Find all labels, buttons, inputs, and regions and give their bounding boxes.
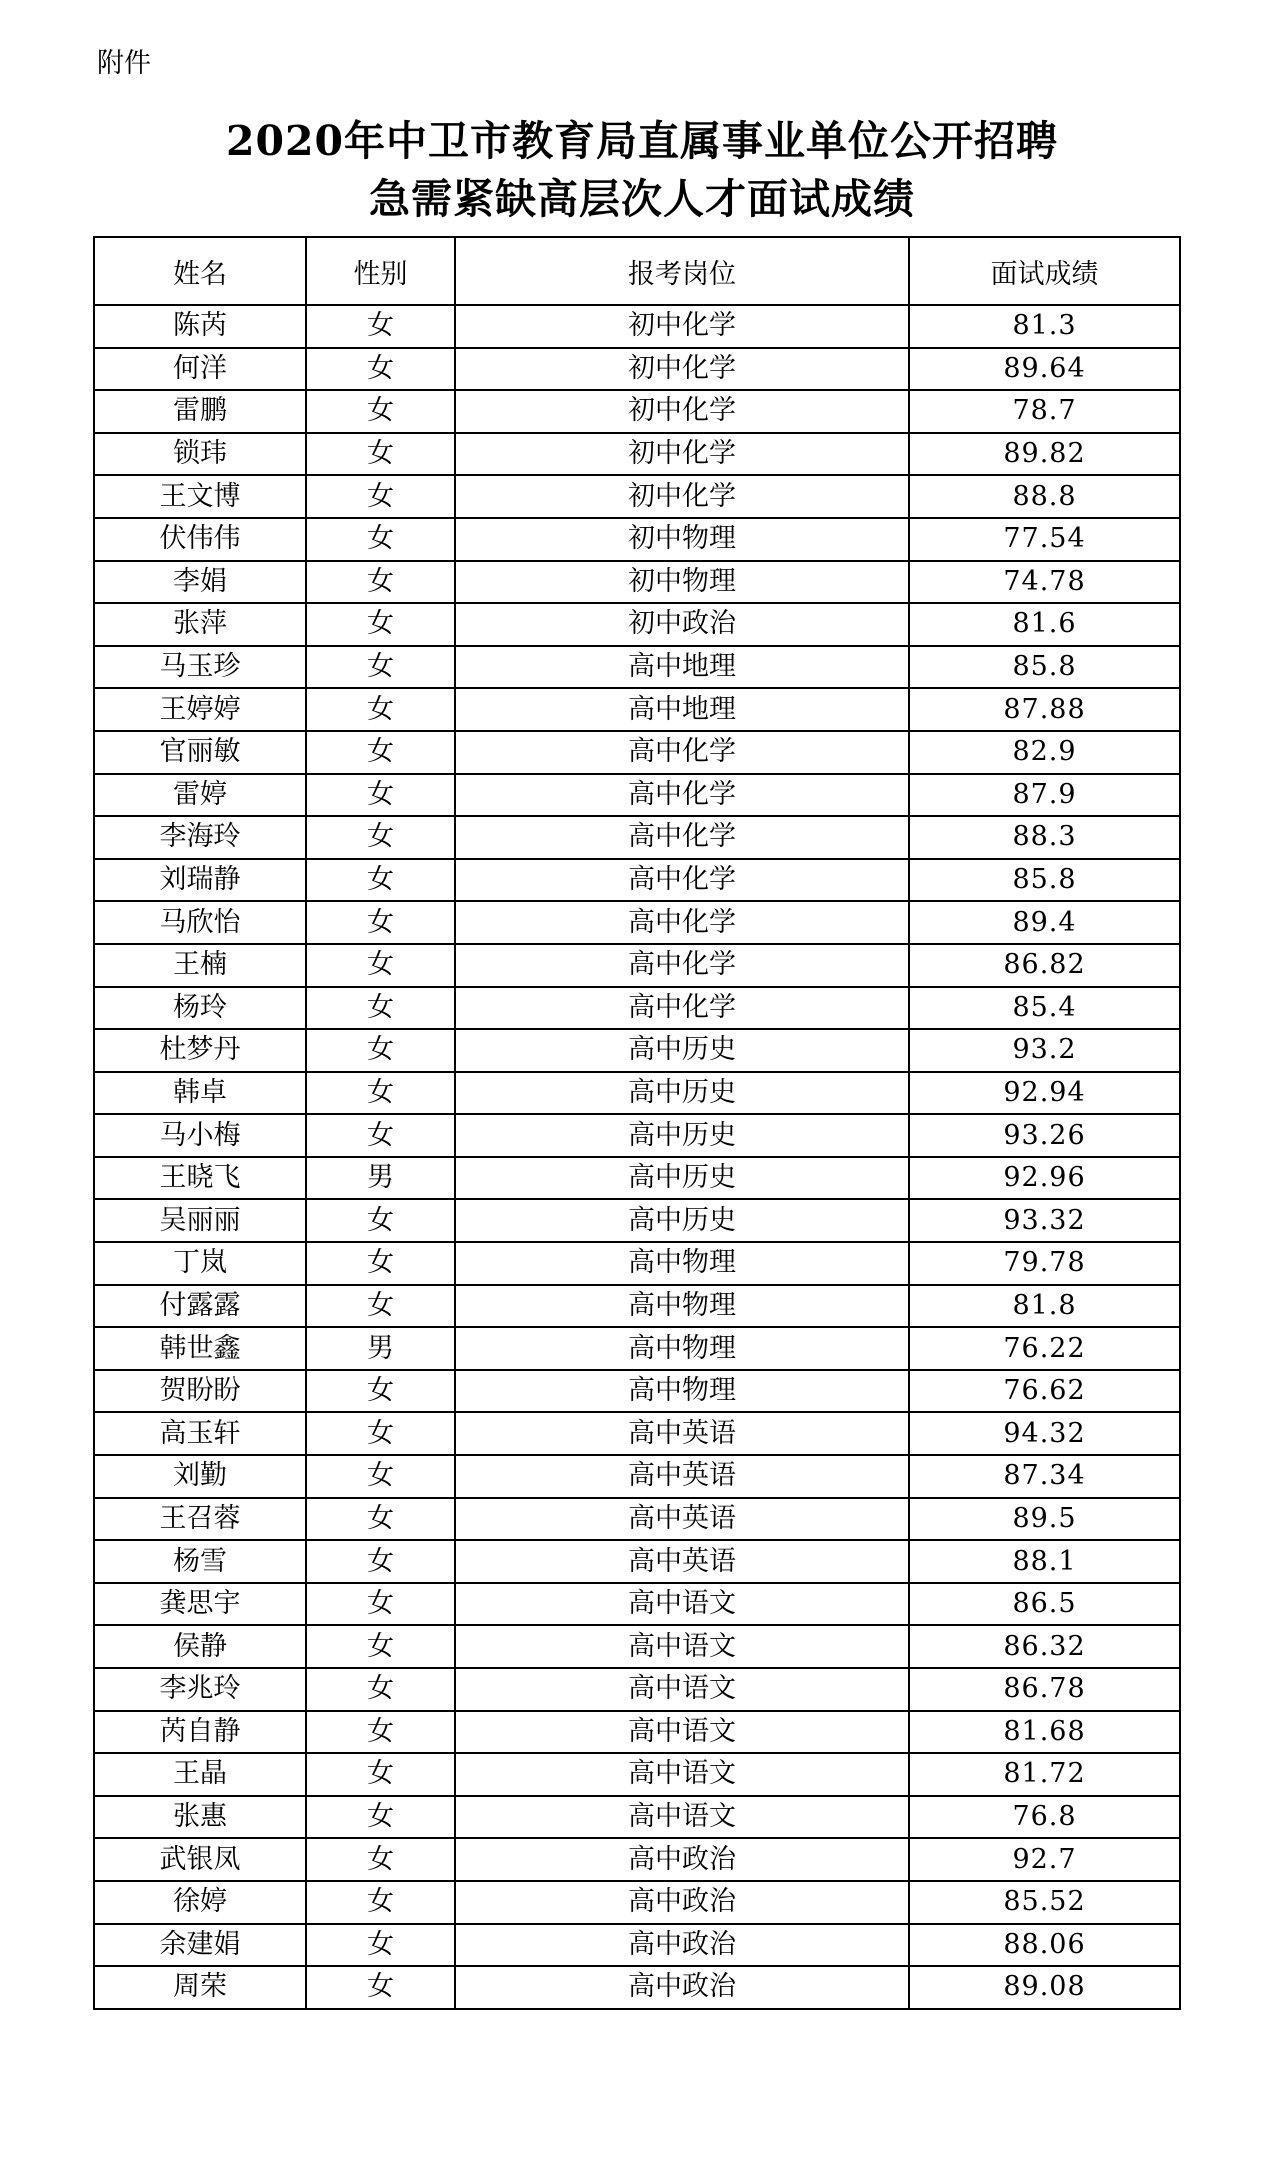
table-row — [94, 305, 1180, 348]
cell-score: 76.22 — [909, 1327, 1180, 1370]
cell-name: 丁岚 — [94, 1242, 306, 1285]
cell-gender: 女 — [306, 1285, 455, 1328]
cell-position: 高中语文 — [455, 1796, 909, 1839]
cell-score: 88.1 — [909, 1540, 1180, 1583]
cell-name: 武银凤 — [94, 1838, 306, 1881]
cell-score: 76.8 — [909, 1796, 1180, 1839]
cell-gender: 女 — [306, 561, 455, 604]
cell-name: 贺盼盼 — [94, 1370, 306, 1413]
cell-position: 初中化学 — [455, 390, 909, 433]
cell-score: 78.7 — [909, 390, 1180, 433]
cell-position: 高中语文 — [455, 1583, 909, 1626]
cell-name: 王文博 — [94, 475, 306, 518]
document-title-line-1: 2020年中卫市教育局直属事业单位公开招聘 — [225, 117, 1059, 165]
cell-gender: 女 — [306, 518, 455, 561]
cell-name: 何洋 — [94, 348, 306, 391]
cell-position: 高中语文 — [455, 1711, 909, 1754]
cell-gender: 女 — [306, 774, 455, 817]
cell-score: 89.5 — [909, 1498, 1180, 1541]
cell-position: 高中政治 — [455, 1924, 909, 1967]
cell-name: 徐婷 — [94, 1881, 306, 1924]
table-row — [94, 646, 1180, 689]
cell-position: 高中政治 — [455, 1966, 909, 2009]
cell-score: 87.9 — [909, 774, 1180, 817]
cell-gender: 女 — [306, 1242, 455, 1285]
cell-name: 王召蓉 — [94, 1498, 306, 1541]
cell-score: 81.72 — [909, 1753, 1180, 1796]
cell-gender: 女 — [306, 603, 455, 646]
cell-gender: 女 — [306, 1199, 455, 1242]
cell-name: 官丽敏 — [94, 731, 306, 774]
header-name: 姓名 — [94, 237, 306, 305]
table-row — [94, 603, 1180, 646]
table-row — [94, 348, 1180, 391]
cell-position: 高中英语 — [455, 1455, 909, 1498]
cell-gender: 女 — [306, 348, 455, 391]
table-row — [94, 1157, 1180, 1200]
cell-position: 高中物理 — [455, 1242, 909, 1285]
table-row — [94, 475, 1180, 518]
cell-name: 马小梅 — [94, 1114, 306, 1157]
cell-name: 李娟 — [94, 561, 306, 604]
cell-score: 88.8 — [909, 475, 1180, 518]
cell-gender: 女 — [306, 1412, 455, 1455]
cell-name: 韩世鑫 — [94, 1327, 306, 1370]
cell-name: 李兆玲 — [94, 1668, 306, 1711]
cell-name: 陈芮 — [94, 305, 306, 348]
cell-position: 初中物理 — [455, 561, 909, 604]
cell-position: 初中化学 — [455, 305, 909, 348]
table-row — [94, 433, 1180, 476]
cell-score: 88.06 — [909, 1924, 1180, 1967]
cell-name: 锁玮 — [94, 433, 306, 476]
cell-name: 王婷婷 — [94, 688, 306, 731]
cell-gender: 女 — [306, 1114, 455, 1157]
table-row — [94, 1753, 1180, 1796]
table-row — [94, 774, 1180, 817]
table-row — [94, 1668, 1180, 1711]
table-row — [94, 816, 1180, 859]
cell-position: 初中物理 — [455, 518, 909, 561]
cell-gender: 女 — [306, 1625, 455, 1668]
cell-score: 92.96 — [909, 1157, 1180, 1200]
table-row — [94, 1583, 1180, 1626]
document-title-line-2: 急需紧缺高层次人才面试成绩 — [369, 175, 915, 223]
cell-score: 77.54 — [909, 518, 1180, 561]
cell-gender: 女 — [306, 1583, 455, 1626]
cell-position: 高中历史 — [455, 1199, 909, 1242]
cell-name: 李海玲 — [94, 816, 306, 859]
table-row — [94, 1540, 1180, 1583]
cell-score: 94.32 — [909, 1412, 1180, 1455]
cell-gender: 女 — [306, 1455, 455, 1498]
cell-name: 张萍 — [94, 603, 306, 646]
table-row — [94, 1924, 1180, 1967]
cell-name: 龚思宇 — [94, 1583, 306, 1626]
header-gender: 性别 — [306, 237, 455, 305]
interview-score-table — [93, 236, 1181, 2010]
cell-gender: 女 — [306, 1711, 455, 1754]
cell-score: 89.64 — [909, 348, 1180, 391]
cell-score: 86.32 — [909, 1625, 1180, 1668]
cell-gender: 女 — [306, 987, 455, 1030]
cell-gender: 女 — [306, 816, 455, 859]
cell-score: 79.78 — [909, 1242, 1180, 1285]
cell-position: 高中化学 — [455, 944, 909, 987]
cell-name: 高玉轩 — [94, 1412, 306, 1455]
cell-name: 马玉珍 — [94, 646, 306, 689]
table-row — [94, 1412, 1180, 1455]
cell-gender: 女 — [306, 1072, 455, 1115]
cell-gender: 女 — [306, 433, 455, 476]
cell-gender: 女 — [306, 901, 455, 944]
cell-gender: 女 — [306, 688, 455, 731]
table-row — [94, 1796, 1180, 1839]
table-row — [94, 987, 1180, 1030]
cell-position: 高中物理 — [455, 1327, 909, 1370]
cell-score: 88.3 — [909, 816, 1180, 859]
cell-gender: 女 — [306, 1966, 455, 2009]
table-row — [94, 1838, 1180, 1881]
cell-score: 86.5 — [909, 1583, 1180, 1626]
table-body — [94, 305, 1180, 2009]
table-row — [94, 1114, 1180, 1157]
cell-position: 初中化学 — [455, 475, 909, 518]
cell-position: 高中化学 — [455, 816, 909, 859]
cell-score: 93.26 — [909, 1114, 1180, 1157]
cell-gender: 男 — [306, 1327, 455, 1370]
table-row — [94, 1327, 1180, 1370]
cell-score: 89.08 — [909, 1966, 1180, 2009]
cell-position: 高中化学 — [455, 731, 909, 774]
cell-score: 85.4 — [909, 987, 1180, 1030]
cell-name: 伏伟伟 — [94, 518, 306, 561]
cell-gender: 女 — [306, 1370, 455, 1413]
cell-name: 王晶 — [94, 1753, 306, 1796]
cell-name: 雷婷 — [94, 774, 306, 817]
cell-score: 89.82 — [909, 433, 1180, 476]
table-row — [94, 1625, 1180, 1668]
table-header-row — [94, 237, 1180, 305]
cell-gender: 男 — [306, 1157, 455, 1200]
cell-position: 高中化学 — [455, 901, 909, 944]
cell-score: 93.2 — [909, 1029, 1180, 1072]
cell-position: 高中物理 — [455, 1370, 909, 1413]
table-row — [94, 518, 1180, 561]
cell-score: 81.6 — [909, 603, 1180, 646]
header-score: 面试成绩 — [909, 237, 1180, 305]
cell-gender: 女 — [306, 944, 455, 987]
cell-name: 余建娟 — [94, 1924, 306, 1967]
cell-score: 74.78 — [909, 561, 1180, 604]
cell-gender: 女 — [306, 1498, 455, 1541]
cell-position: 高中政治 — [455, 1881, 909, 1924]
cell-position: 高中英语 — [455, 1540, 909, 1583]
table-row — [94, 901, 1180, 944]
table-row — [94, 1072, 1180, 1115]
cell-gender: 女 — [306, 390, 455, 433]
cell-gender: 女 — [306, 1796, 455, 1839]
cell-score: 85.8 — [909, 859, 1180, 902]
cell-position: 高中英语 — [455, 1498, 909, 1541]
cell-score: 92.7 — [909, 1838, 1180, 1881]
cell-gender: 女 — [306, 859, 455, 902]
cell-position: 高中历史 — [455, 1072, 909, 1115]
table-row — [94, 1498, 1180, 1541]
cell-score: 85.8 — [909, 646, 1180, 689]
cell-name: 王晓飞 — [94, 1157, 306, 1200]
cell-position: 高中化学 — [455, 774, 909, 817]
cell-score: 92.94 — [909, 1072, 1180, 1115]
cell-name: 杨雪 — [94, 1540, 306, 1583]
table-row — [94, 1881, 1180, 1924]
cell-gender: 女 — [306, 731, 455, 774]
cell-gender: 女 — [306, 1029, 455, 1072]
cell-name: 吴丽丽 — [94, 1199, 306, 1242]
cell-position: 高中化学 — [455, 987, 909, 1030]
cell-name: 马欣怡 — [94, 901, 306, 944]
cell-name: 周荣 — [94, 1966, 306, 2009]
cell-score: 82.9 — [909, 731, 1180, 774]
cell-gender: 女 — [306, 1668, 455, 1711]
cell-position: 初中政治 — [455, 603, 909, 646]
cell-position: 高中化学 — [455, 859, 909, 902]
cell-position: 高中语文 — [455, 1668, 909, 1711]
header-position: 报考岗位 — [455, 237, 909, 305]
cell-position: 高中地理 — [455, 646, 909, 689]
cell-gender: 女 — [306, 1838, 455, 1881]
cell-position: 高中物理 — [455, 1285, 909, 1328]
table-row — [94, 1370, 1180, 1413]
cell-position: 高中语文 — [455, 1753, 909, 1796]
cell-gender: 女 — [306, 475, 455, 518]
table-row — [94, 731, 1180, 774]
cell-score: 86.78 — [909, 1668, 1180, 1711]
cell-score: 76.62 — [909, 1370, 1180, 1413]
table-row — [94, 1199, 1180, 1242]
cell-name: 芮自静 — [94, 1711, 306, 1754]
table-row — [94, 1285, 1180, 1328]
table-row — [94, 1711, 1180, 1754]
table-row — [94, 390, 1180, 433]
cell-gender: 女 — [306, 1540, 455, 1583]
cell-position: 初中化学 — [455, 433, 909, 476]
cell-score: 81.68 — [909, 1711, 1180, 1754]
cell-position: 初中化学 — [455, 348, 909, 391]
table-row — [94, 1455, 1180, 1498]
table-row — [94, 1029, 1180, 1072]
cell-score: 87.34 — [909, 1455, 1180, 1498]
cell-name: 张惠 — [94, 1796, 306, 1839]
cell-score: 85.52 — [909, 1881, 1180, 1924]
cell-name: 刘勤 — [94, 1455, 306, 1498]
cell-name: 侯静 — [94, 1625, 306, 1668]
cell-position: 高中历史 — [455, 1114, 909, 1157]
cell-gender: 女 — [306, 1924, 455, 1967]
cell-position: 高中历史 — [455, 1029, 909, 1072]
cell-name: 杜梦丹 — [94, 1029, 306, 1072]
cell-name: 杨玲 — [94, 987, 306, 1030]
cell-name: 雷鹏 — [94, 390, 306, 433]
cell-gender: 女 — [306, 1881, 455, 1924]
cell-score: 81.8 — [909, 1285, 1180, 1328]
cell-score: 81.3 — [909, 305, 1180, 348]
cell-score: 89.4 — [909, 901, 1180, 944]
table-row — [94, 859, 1180, 902]
cell-gender: 女 — [306, 646, 455, 689]
cell-position: 高中语文 — [455, 1625, 909, 1668]
cell-position: 高中英语 — [455, 1412, 909, 1455]
cell-position: 高中历史 — [455, 1157, 909, 1200]
table-row — [94, 944, 1180, 987]
table-row — [94, 1242, 1180, 1285]
cell-score: 86.82 — [909, 944, 1180, 987]
cell-score: 93.32 — [909, 1199, 1180, 1242]
cell-name: 韩卓 — [94, 1072, 306, 1115]
table-row — [94, 688, 1180, 731]
cell-gender: 女 — [306, 1753, 455, 1796]
cell-position: 高中政治 — [455, 1838, 909, 1881]
cell-position: 高中地理 — [455, 688, 909, 731]
table-row — [94, 561, 1180, 604]
attachment-label: 附件 — [97, 48, 151, 79]
cell-score: 87.88 — [909, 688, 1180, 731]
cell-gender: 女 — [306, 305, 455, 348]
cell-name: 王楠 — [94, 944, 306, 987]
cell-name: 付露露 — [94, 1285, 306, 1328]
cell-name: 刘瑞静 — [94, 859, 306, 902]
table-row — [94, 1966, 1180, 2009]
